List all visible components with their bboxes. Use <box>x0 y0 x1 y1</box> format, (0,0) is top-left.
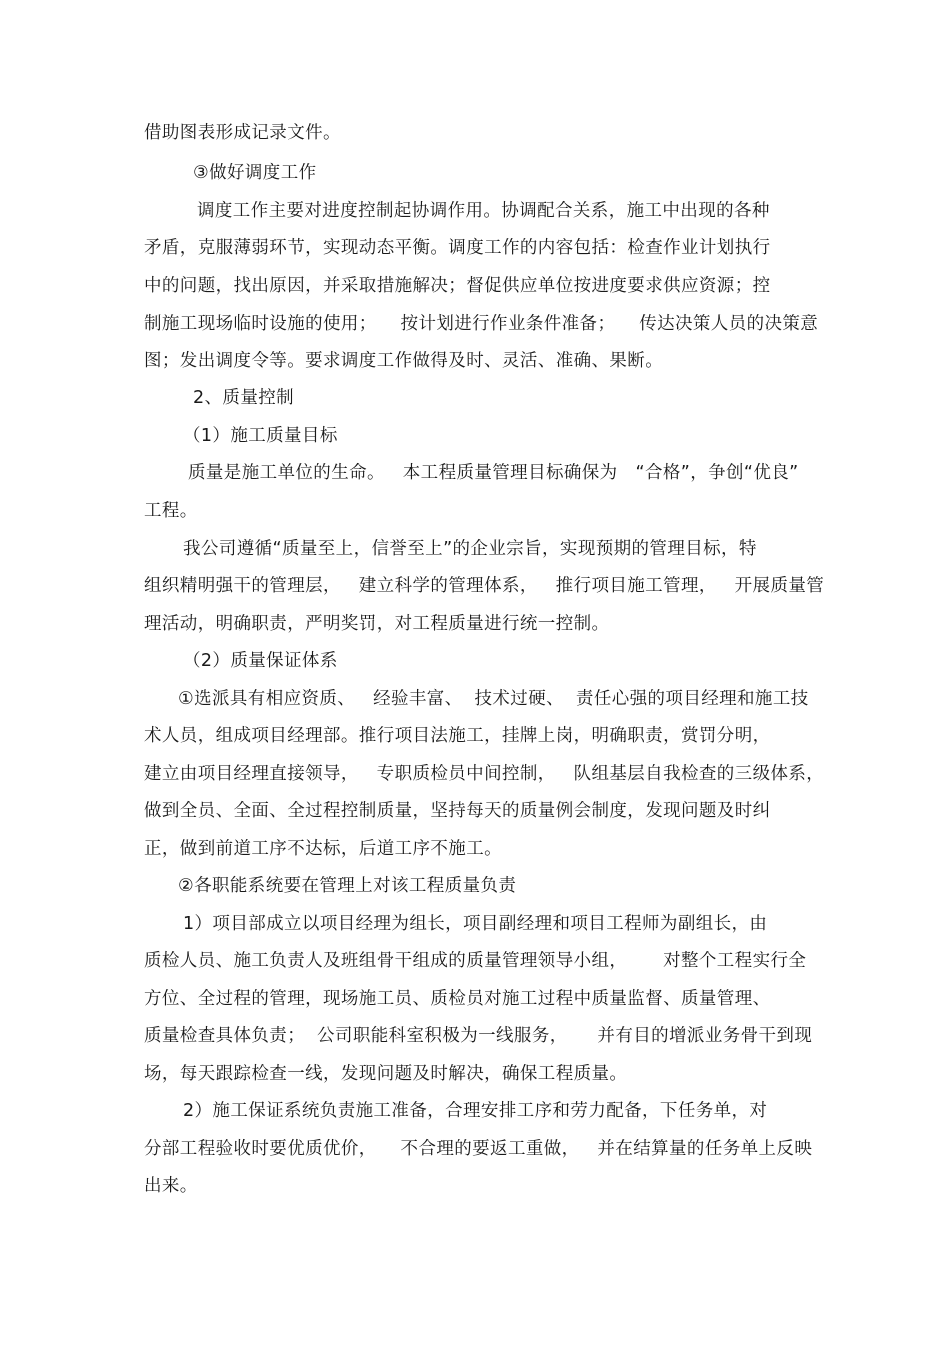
text-line: 我公司遵循“质量至上，信誉至上”的企业宗旨，实现预期的管理目标，特 <box>183 539 757 559</box>
text-line: 建立由项目经理直接领导， 专职质检员中间控制， 队组基层自我检查的三级体系， <box>144 764 825 784</box>
text-line: 方位、全过程的管理，现场施工员、质检员对施工过程中质量监督、质量管理、 <box>144 989 771 1009</box>
text-line: ③做好调度工作 <box>193 163 317 183</box>
text-line: 图；发出调度令等。要求调度工作做得及时、灵活、准确、果断。 <box>144 351 664 371</box>
text-line: 理活动，明确职责，严明奖罚，对工程质量进行统一控制。 <box>144 614 610 634</box>
text-line: 质量检查具体负责； 公司职能科室积极为一线服务， 并有目的增派业务骨干到现 <box>144 1026 813 1046</box>
text-line: 场，每天跟踪检查一线，发现问题及时解决，确保工程质量。 <box>144 1064 628 1084</box>
text-line: 工程。 <box>144 501 198 521</box>
text-line: 出来。 <box>144 1176 198 1196</box>
text-line: 做到全员、全面、全过程控制质量，坚持每天的质量例会制度，发现问题及时纠 <box>144 801 771 821</box>
section-heading: 2、质量控制 <box>193 388 295 408</box>
subsection-heading: （2）质量保证体系 <box>183 651 338 671</box>
text-line: 质检人员、施工负责人及班组骨干组成的质量管理领导小组， 对整个工程实行全 <box>144 951 807 971</box>
subsection-heading: （1）施工质量目标 <box>183 426 338 446</box>
text-line: 制施工现场临时设施的使用； 按计划进行作业条件准备； 传达决策人员的决策意 <box>144 314 819 334</box>
text-line: 矛盾，克服薄弱环节，实现动态平衡。调度工作的内容包括：检查作业计划执行 <box>144 238 771 258</box>
text-line: 中的问题，找出原因，并采取措施解决；督促供应单位按进度要求供应资源；控 <box>144 276 771 296</box>
text-line: 分部工程验收时要优质优价， 不合理的要返工重做， 并在结算量的任务单上反映 <box>144 1139 813 1159</box>
text-line: 正，做到前道工序不达标，后道工序不施工。 <box>144 839 502 859</box>
text-line: 调度工作主要对进度控制起协调作用。协调配合关系，施工中出现的各种 <box>197 201 770 221</box>
text-line: 质量是施工单位的生命。 本工程质量管理目标确保为 “合格”，争创“优良” <box>188 463 799 483</box>
text-line: 1）项目部成立以项目经理为组长，项目副经理和项目工程师为副组长，由 <box>183 914 768 934</box>
text-line: 借助图表形成记录文件。 <box>144 123 341 143</box>
text-line: ②各职能系统要在管理上对该工程质量负责 <box>178 876 517 896</box>
text-line: 2）施工保证系统负责施工准备，合理安排工序和劳力配备，下任务单，对 <box>183 1101 768 1121</box>
text-line: ①选派具有相应资质、 经验丰富、 技术过硬、 责任心强的项目经理和施工技 <box>178 689 809 709</box>
text-line: 组织精明强干的管理层， 建立科学的管理体系， 推行项目施工管理， 开展质量管 <box>144 576 825 596</box>
text-line: 术人员，组成项目经理部。推行项目法施工，挂牌上岗，明确职责，赏罚分明， <box>144 726 771 746</box>
